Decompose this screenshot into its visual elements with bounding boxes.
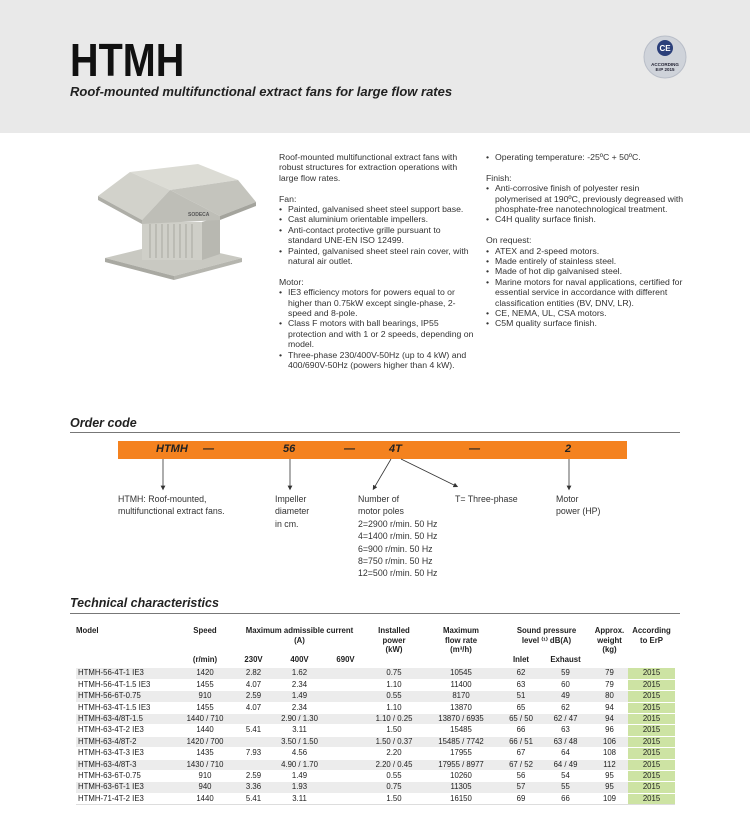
- description-column-right: [486, 152, 686, 329]
- cell-current-230v: 4.07: [231, 702, 276, 713]
- cell-exhaust: 62 / 47: [540, 714, 591, 725]
- cell-speed: 1420 / 700: [179, 736, 231, 747]
- cell-current-230v: 2.59: [231, 691, 276, 702]
- table-row: [76, 793, 675, 804]
- cell-flow: 13870: [420, 702, 502, 713]
- col-erp: According to ErP: [632, 626, 671, 645]
- cell-erp: 2015: [628, 691, 675, 702]
- cell-power: 0.75: [368, 782, 420, 793]
- order-desc-power: Motor power (HP): [556, 494, 601, 517]
- cell-exhaust: 54: [540, 771, 591, 782]
- cell-flow: 11400: [420, 679, 502, 690]
- cell-exhaust: 60: [540, 679, 591, 690]
- cell-current-400v: 2.34: [276, 702, 323, 713]
- cell-inlet: 67 / 52: [502, 759, 540, 770]
- motor-heading: Motor:: [279, 276, 304, 287]
- cell-current-690v: [323, 679, 368, 690]
- intro-text: Roof-mounted multifunctional extract fans with robust structures for extraction operations with large flow rates.: [279, 152, 458, 183]
- cell-inlet: 57: [502, 782, 540, 793]
- order-code-dash: —: [344, 443, 355, 455]
- order-code-poles: 4T: [389, 443, 402, 455]
- cell-model: HTMH-63-4/8T-3: [76, 759, 179, 770]
- col-sound: Sound pressure level ⁽¹⁾ dB(A): [516, 626, 577, 645]
- cell-speed: 1430 / 710: [179, 759, 231, 770]
- cell-model: HTMH-56-4T-1 IE3: [76, 668, 179, 679]
- cell-current-690v: [323, 725, 368, 736]
- cell-current-230v: 2.82: [231, 668, 276, 679]
- cell-exhaust: 64 / 49: [540, 759, 591, 770]
- order-code-bar: [118, 441, 627, 459]
- cell-flow: 15485: [420, 725, 502, 736]
- table-row: [76, 725, 675, 736]
- cell-current-230v: 2.59: [231, 771, 276, 782]
- cell-inlet: 63: [502, 679, 540, 690]
- col-exhaust: Exhaust: [550, 654, 581, 664]
- technical-table: [76, 626, 675, 805]
- order-code-impeller: 56: [283, 443, 296, 455]
- cell-weight: 95: [591, 782, 628, 793]
- cell-inlet: 62: [502, 668, 540, 679]
- cell-flow: 11305: [420, 782, 502, 793]
- cell-weight: 80: [591, 691, 628, 702]
- erp-badge: [643, 35, 687, 79]
- cell-speed: 1440 / 710: [179, 714, 231, 725]
- cell-current-690v: [323, 702, 368, 713]
- list-item: • C4H quality surface finish.: [486, 214, 596, 225]
- list-item: • Anti-contact protective grille pursuant to standard UNE-EN ISO 12499.: [279, 224, 441, 246]
- cell-speed: 1455: [179, 702, 231, 713]
- cell-current-230v: 4.07: [231, 679, 276, 690]
- cell-speed: 1440: [179, 793, 231, 804]
- cell-weight: 96: [591, 725, 628, 736]
- table-row: [76, 736, 675, 747]
- col-inlet: Inlet: [512, 654, 530, 664]
- page-subtitle: Roof-mounted multifunctional extract fans for large flow rates: [70, 84, 453, 99]
- col-flow: Maximum flow rate (m³/h): [443, 626, 479, 655]
- list-item: • CE, NEMA, UL, CSA motors.: [486, 308, 607, 319]
- cell-erp: 2015: [628, 668, 675, 679]
- list-item: • Painted, galvanised sheet steel rain cover, with natural air outlet.: [279, 245, 469, 267]
- cell-flow: 16150: [420, 793, 502, 804]
- cell-inlet: 66: [502, 725, 540, 736]
- erp-badge-text: ACCORDING ErP 2015: [651, 62, 679, 72]
- cell-power: 0.55: [368, 691, 420, 702]
- cell-model: HTMH-56-6T-0.75: [76, 691, 179, 702]
- ce-mark: CE: [659, 44, 671, 53]
- table-row: [76, 759, 675, 770]
- fan-brand-label: SODECA: [188, 212, 210, 218]
- cell-inlet: 65 / 50: [502, 714, 540, 725]
- cell-weight: 95: [591, 771, 628, 782]
- cell-model: HTMH-71-4T-2 IE3: [76, 793, 179, 804]
- cell-exhaust: 49: [540, 691, 591, 702]
- cell-model: HTMH-63-4/8T-1.5: [76, 714, 179, 725]
- cell-weight: 94: [591, 714, 628, 725]
- cell-current-230v: 5.41: [231, 725, 276, 736]
- cell-current-400v: 3.11: [276, 725, 323, 736]
- col-model: Model: [76, 626, 99, 635]
- cell-current-690v: [323, 691, 368, 702]
- cell-power: 1.10 / 0.25: [368, 714, 420, 725]
- page-title: HTMH: [70, 34, 185, 86]
- cell-inlet: 65: [502, 702, 540, 713]
- col-400v: 400V: [290, 654, 309, 664]
- cell-weight: 94: [591, 702, 628, 713]
- cell-weight: 112: [591, 759, 628, 770]
- cell-weight: 106: [591, 736, 628, 747]
- cell-speed: 1435: [179, 748, 231, 759]
- cell-erp: 2015: [628, 736, 675, 747]
- arrow-poles: [374, 459, 391, 488]
- cell-current-400v: 4.56: [276, 748, 323, 759]
- order-desc-model: HTMH: Roof-mounted, multifunctional extract fans.: [118, 494, 225, 517]
- cell-power: 1.50: [368, 793, 420, 804]
- order-desc-impeller: Impeller diameter in cm.: [275, 494, 310, 529]
- cell-exhaust: 63: [540, 725, 591, 736]
- cell-exhaust: 63 / 48: [540, 736, 591, 747]
- table-row: [76, 782, 675, 793]
- cell-inlet: 67: [502, 748, 540, 759]
- cell-power: 2.20 / 0.45: [368, 759, 420, 770]
- cell-current-400v: 1.49: [276, 771, 323, 782]
- order-code-dash: —: [203, 443, 214, 455]
- cell-model: HTMH-63-4T-2 IE3: [76, 725, 179, 736]
- cell-weight: 79: [591, 668, 628, 679]
- cell-flow: 17955 / 8977: [420, 759, 502, 770]
- cell-exhaust: 66: [540, 793, 591, 804]
- table-row: [76, 702, 675, 713]
- order-code-model: HTMH: [156, 443, 188, 455]
- finish-heading: Finish:: [486, 172, 512, 183]
- cell-current-400v: 1.93: [276, 782, 323, 793]
- table-row: [76, 771, 675, 782]
- cell-inlet: 66 / 51: [502, 736, 540, 747]
- cell-exhaust: 59: [540, 668, 591, 679]
- list-item: • C5M quality surface finish.: [486, 318, 597, 329]
- cell-exhaust: 64: [540, 748, 591, 759]
- cell-current: 3.50 / 1.50: [231, 736, 368, 747]
- table-row: [76, 714, 675, 725]
- request-heading: On request:: [486, 235, 532, 246]
- cell-speed: 1440: [179, 725, 231, 736]
- cell-speed: 1455: [179, 679, 231, 690]
- cell-current: 2.90 / 1.30: [231, 714, 368, 725]
- cell-current-400v: 1.62: [276, 668, 323, 679]
- section-divider: [70, 613, 680, 614]
- technical-heading: Technical characteristics: [70, 596, 219, 610]
- cell-current-230v: 5.41: [231, 793, 276, 804]
- cell-model: HTMH-63-4T-1.5 IE3: [76, 702, 179, 713]
- cell-speed: 940: [179, 782, 231, 793]
- cell-flow: 8170: [420, 691, 502, 702]
- cell-power: 1.50 / 0.37: [368, 736, 420, 747]
- order-desc-three-phase: T= Three-phase: [455, 494, 518, 504]
- cell-erp: 2015: [628, 748, 675, 759]
- list-item: • Marine motors for naval applications, certified for essential service in accordance with different classification entities (BV, DNV, LR).: [486, 276, 683, 308]
- cell-power: 1.10: [368, 679, 420, 690]
- cell-erp: 2015: [628, 725, 675, 736]
- cell-model: HTMH-63-6T-1 IE3: [76, 782, 179, 793]
- cell-current: 4.90 / 1.70: [231, 759, 368, 770]
- cell-speed: 910: [179, 771, 231, 782]
- fan-heading: Fan:: [279, 193, 297, 204]
- ce-logo-icon: [643, 35, 687, 79]
- col-current: Maximum admissible current (A): [245, 626, 354, 645]
- list-item: • Anti-corrosive finish of polyester resin polymerised at 190ºC, previously degreased with phosphate-free nanotechnological treatment.: [486, 183, 684, 215]
- cell-speed: 910: [179, 691, 231, 702]
- list-item: • Made of hot dip galvanised steel.: [486, 266, 623, 277]
- order-code-heading: Order code: [70, 416, 137, 430]
- cell-current-230v: 3.36: [231, 782, 276, 793]
- cell-power: 0.75: [368, 668, 420, 679]
- list-item: • Class F motors with ball bearings, IP55 protection and with 1 or 2 speeds, depending on model.: [279, 318, 474, 350]
- cell-model: HTMH-63-4T-3 IE3: [76, 748, 179, 759]
- order-code-power: 2: [565, 443, 572, 455]
- col-weight: Approx. weight (kg): [594, 626, 625, 655]
- col-power: Installed power (kW): [378, 626, 410, 655]
- cell-flow: 10545: [420, 668, 502, 679]
- cell-speed: 1420: [179, 668, 231, 679]
- col-690v: 690V: [336, 654, 355, 664]
- cell-power: 1.10: [368, 702, 420, 713]
- cell-erp: 2015: [628, 714, 675, 725]
- cell-flow: 13870 / 6935: [420, 714, 502, 725]
- table-row: [76, 679, 675, 690]
- cell-erp: 2015: [628, 702, 675, 713]
- cell-erp: 2015: [628, 793, 675, 804]
- list-item: • Operating temperature: -25ºC + 50ºC.: [486, 152, 641, 162]
- cell-flow: 15485 / 7742: [420, 736, 502, 747]
- cell-inlet: 69: [502, 793, 540, 804]
- cell-flow: 10260: [420, 771, 502, 782]
- cell-weight: 108: [591, 748, 628, 759]
- cell-erp: 2015: [628, 782, 675, 793]
- cell-current-690v: [323, 782, 368, 793]
- col-speed: Speed: [193, 626, 217, 635]
- table-row: [76, 748, 675, 759]
- cell-erp: 2015: [628, 771, 675, 782]
- cell-current-400v: 1.49: [276, 691, 323, 702]
- cell-flow: 17955: [420, 748, 502, 759]
- cell-current-690v: [323, 771, 368, 782]
- col-230v: 230V: [244, 654, 263, 664]
- col-speed-unit: (r/min): [192, 654, 218, 664]
- cell-model: HTMH-56-4T-1.5 IE3: [76, 679, 179, 690]
- list-item: • Cast aluminium orientable impellers.: [279, 214, 429, 225]
- cell-erp: 2015: [628, 679, 675, 690]
- list-item: • Painted, galvanised sheet steel support base.: [279, 204, 464, 215]
- section-divider: [70, 432, 680, 433]
- cell-power: 2.20: [368, 748, 420, 759]
- cell-power: 0.55: [368, 771, 420, 782]
- fan-product-image: [70, 150, 270, 290]
- cell-model: HTMH-63-6T-0.75: [76, 771, 179, 782]
- cell-inlet: 51: [502, 691, 540, 702]
- cell-current-400v: 2.34: [276, 679, 323, 690]
- cell-weight: 109: [591, 793, 628, 804]
- order-code-dash: —: [469, 443, 480, 455]
- table-row: [76, 691, 675, 702]
- cell-weight: 79: [591, 679, 628, 690]
- cell-current-690v: [323, 668, 368, 679]
- cell-model: HTMH-63-4/8T-2: [76, 736, 179, 747]
- arrow-three-phase: [401, 459, 456, 486]
- list-item: • IE3 efficiency motors for powers equal to or higher than 0.75kW except single-phase, 2-speed and 8-pole.: [279, 287, 456, 319]
- cell-exhaust: 62: [540, 702, 591, 713]
- cell-current-230v: 7.93: [231, 748, 276, 759]
- cell-inlet: 56: [502, 771, 540, 782]
- cell-power: 1.50: [368, 725, 420, 736]
- order-desc-poles: Number of motor poles 2=2900 r/min. 50 Hz 4=1400 r/min. 50 Hz 6=900 r/min. 50 Hz 8=750 r/min. 50 Hz 12=500 r/min. 50 Hz: [358, 494, 438, 579]
- cell-exhaust: 55: [540, 782, 591, 793]
- table-row: [76, 668, 675, 679]
- description-column-left: [279, 152, 475, 371]
- cell-current-400v: 3.11: [276, 793, 323, 804]
- cell-current-690v: [323, 748, 368, 759]
- cell-erp: 2015: [628, 759, 675, 770]
- list-item: • Made entirely of stainless steel.: [486, 256, 617, 267]
- list-item: • Three-phase 230/400V-50Hz (up to 4 kW) and 400/690V-50Hz (powers higher than 4 kW).: [279, 349, 467, 371]
- list-item: • ATEX and 2-speed motors.: [486, 245, 600, 256]
- cell-current-690v: [323, 793, 368, 804]
